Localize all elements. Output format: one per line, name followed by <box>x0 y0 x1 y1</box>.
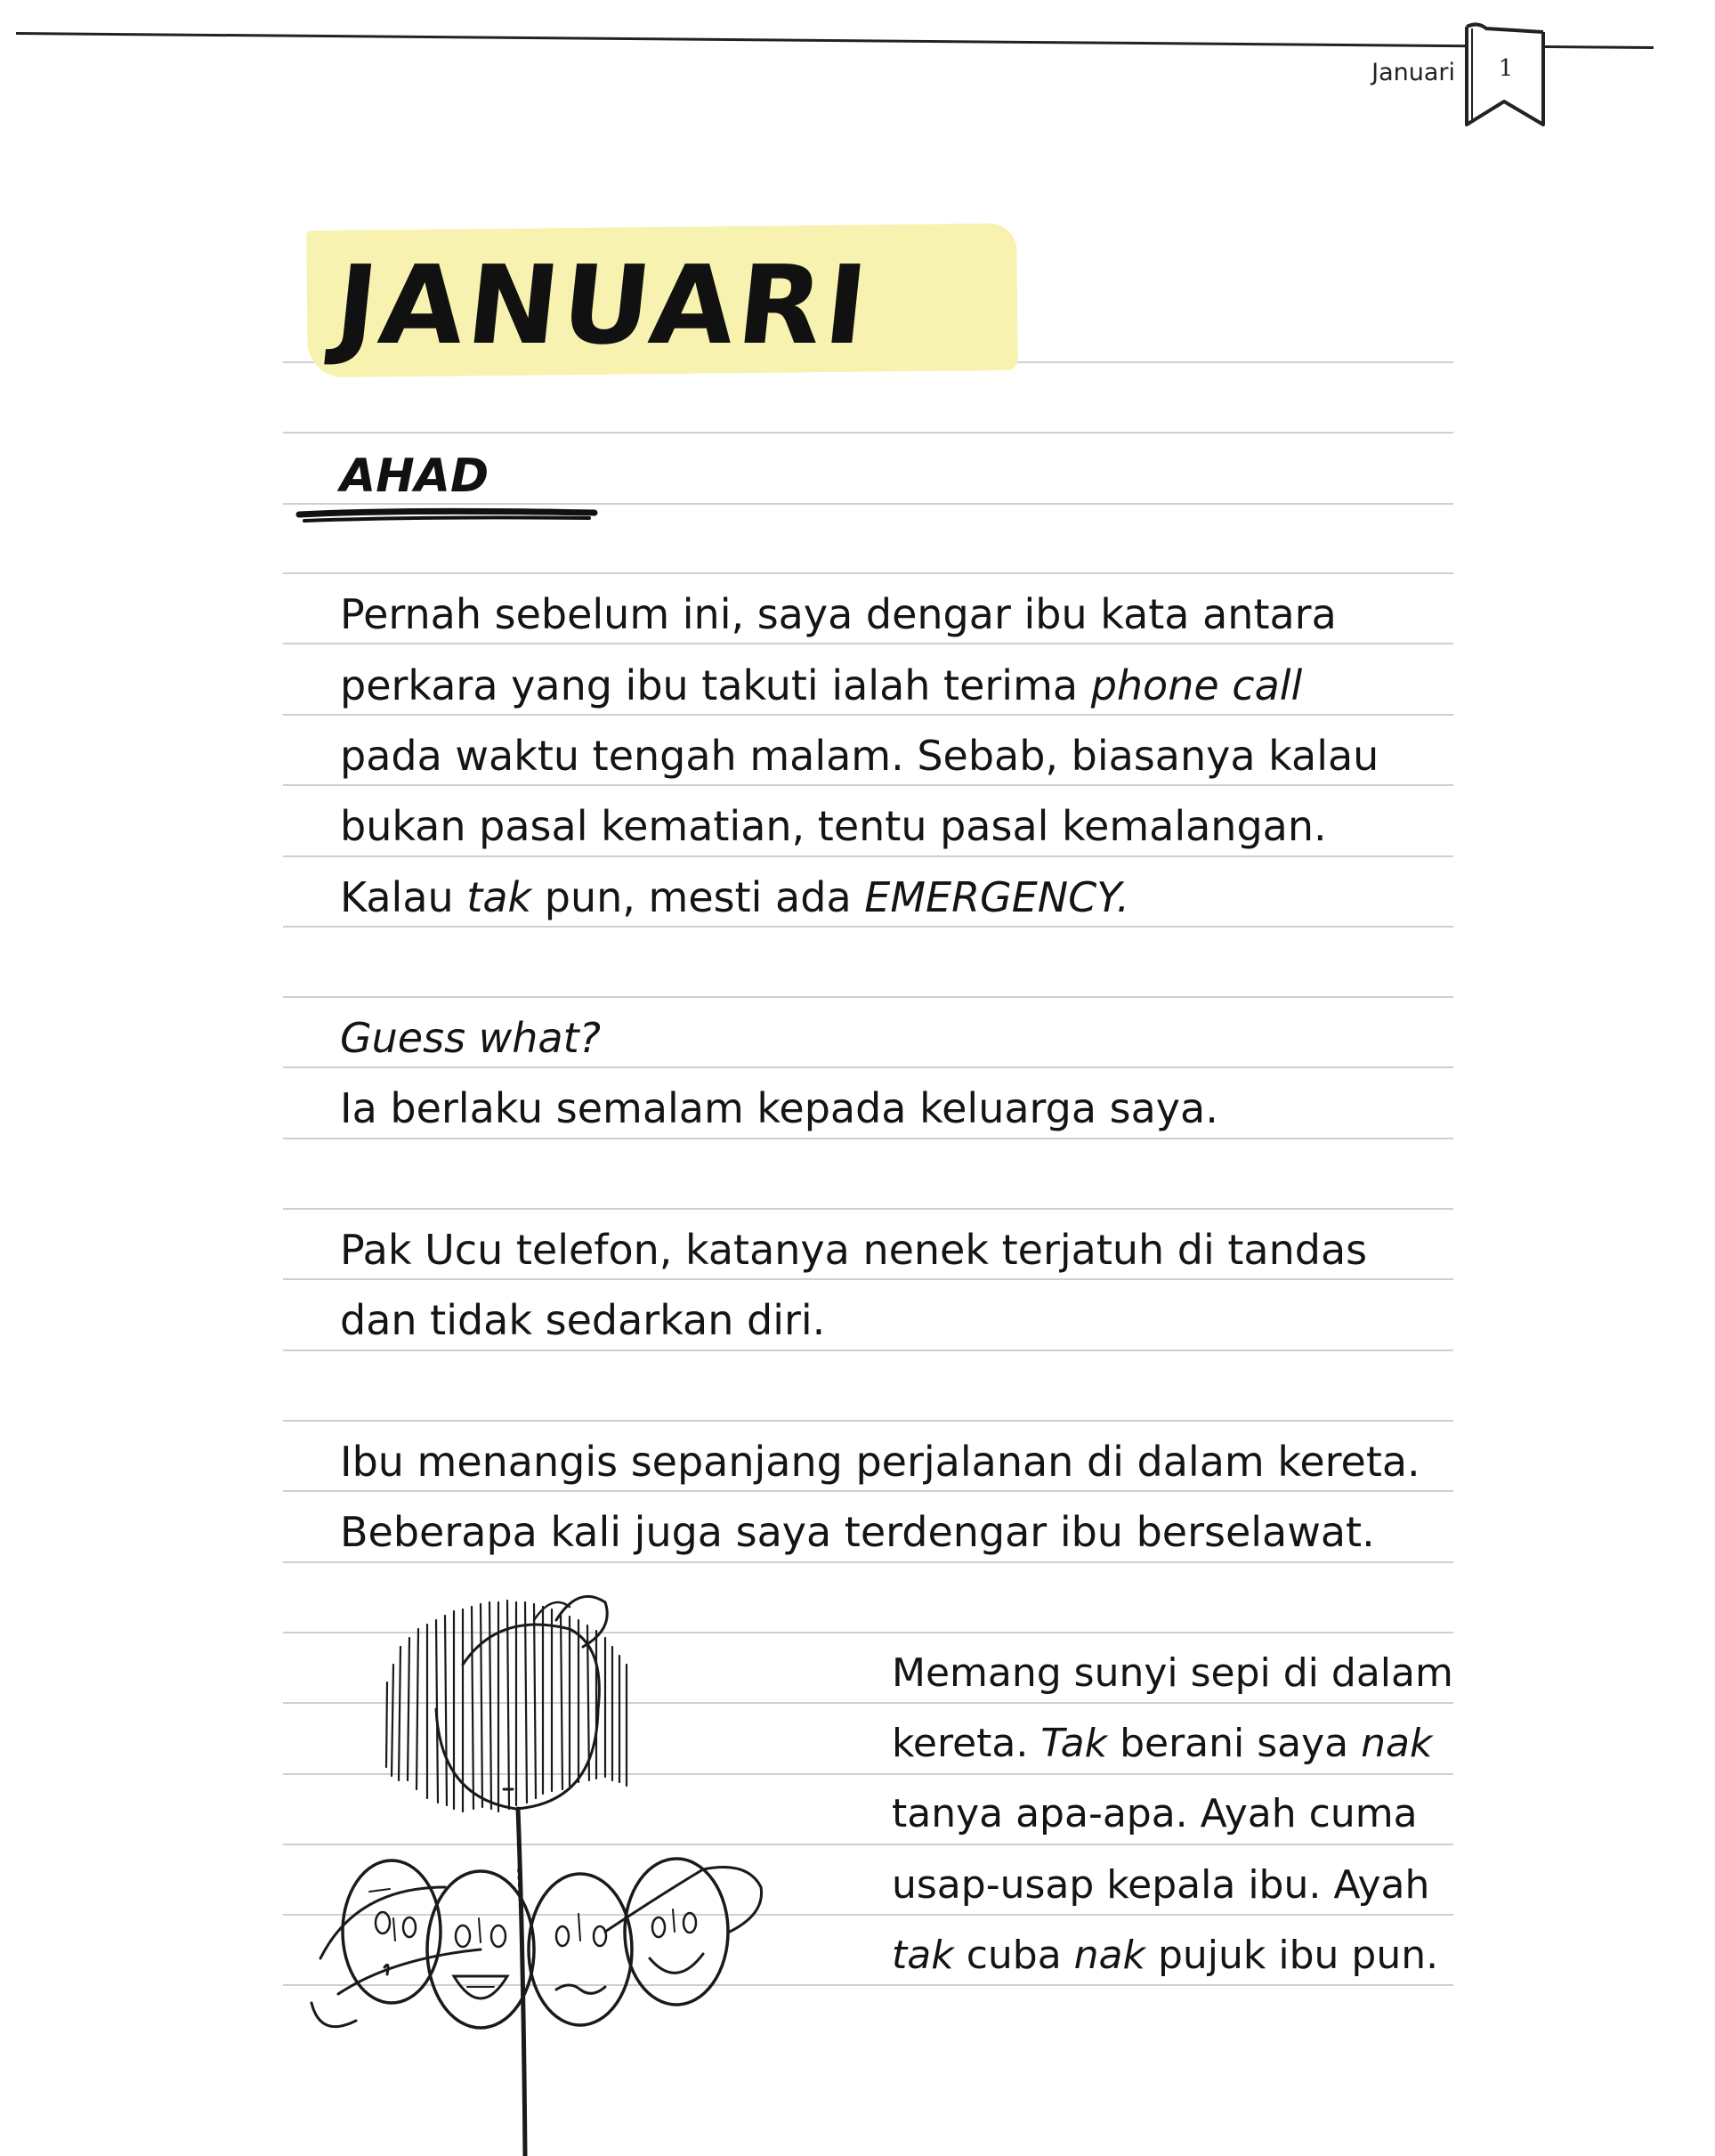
ruled-line <box>283 432 1453 434</box>
text-line: Pak Ucu telefon, katanya nenek terjatuh di tandas <box>340 1226 1368 1274</box>
ruled-line <box>283 784 1453 786</box>
text-line: Guess what? <box>340 1014 602 1062</box>
ruled-line <box>283 572 1453 574</box>
text-run: pun, mesti ada <box>531 873 865 921</box>
text-line <box>892 1929 1438 1982</box>
text-run-italic: phone call <box>1090 661 1303 709</box>
page-number: 1 <box>1498 55 1514 82</box>
text-line: Beberapa kali juga saya terdengar ibu berselawat. <box>340 1508 1375 1556</box>
text-line: dan tidak sedarkan diri. <box>340 1296 826 1344</box>
text-line <box>892 1717 1432 1771</box>
text-run: perkara yang ibu takuti ialah terima <box>340 661 1091 709</box>
ruled-line <box>283 714 1453 716</box>
text-run: kereta. <box>892 1721 1041 1766</box>
ruled-line <box>283 996 1453 998</box>
text-line <box>340 871 1129 924</box>
text-run-italic: tak <box>466 873 532 921</box>
text-line: Pernah sebelum ini, saya dengar ibu kata antara <box>340 590 1337 638</box>
ruled-line <box>283 1561 1453 1563</box>
text-run-italic: tak <box>892 1933 954 1978</box>
text-line: Ia berlaku semalam kepada keluarga saya. <box>340 1084 1218 1132</box>
text-line: tanya apa-apa. Ayah cuma <box>892 1791 1418 1836</box>
ruled-line <box>283 926 1453 928</box>
heading-underline-stroke <box>295 506 598 525</box>
text-run: pujuk ibu pun. <box>1145 1933 1439 1978</box>
ruled-line <box>283 1066 1453 1068</box>
day-heading: AHAD <box>340 450 489 503</box>
running-header: Januari <box>1371 59 1455 86</box>
text-line: pada waktu tengah malam. Sebab, biasanya kalau <box>340 732 1379 780</box>
ruled-line <box>283 1278 1453 1280</box>
ruled-line <box>283 503 1453 505</box>
text-line: usap-usap kepala ibu. Ayah <box>892 1862 1430 1908</box>
text-run-italic: nak <box>1361 1721 1433 1766</box>
text-line: Ibu menangis sepanjang perjalanan di dalam kereta. <box>340 1438 1420 1486</box>
text-run: Kalau <box>340 873 467 921</box>
ruled-line <box>283 1208 1453 1210</box>
top-rule <box>16 32 1654 49</box>
ruled-line <box>283 643 1453 644</box>
text-run: cuba <box>953 1933 1074 1978</box>
ruled-line <box>283 855 1453 857</box>
text-run-italic: Tak <box>1040 1721 1108 1766</box>
text-line: bukan pasal kematian, tentu pasal kemalangan. <box>340 802 1327 850</box>
text-run: berani saya <box>1107 1721 1362 1766</box>
ruled-line <box>283 1350 1453 1351</box>
ruled-line <box>283 1490 1453 1492</box>
ruled-line <box>283 1420 1453 1422</box>
page-title: JANUARI <box>329 242 877 369</box>
text-line: Memang sunyi sepi di dalam <box>892 1650 1453 1696</box>
text-line <box>340 659 1302 712</box>
ruled-line <box>283 1138 1453 1139</box>
text-run-italic: nak <box>1073 1933 1145 1978</box>
stick-figure-with-balloon-faces-icon <box>285 1576 872 2156</box>
text-run-italic: EMERGENCY. <box>864 873 1130 921</box>
